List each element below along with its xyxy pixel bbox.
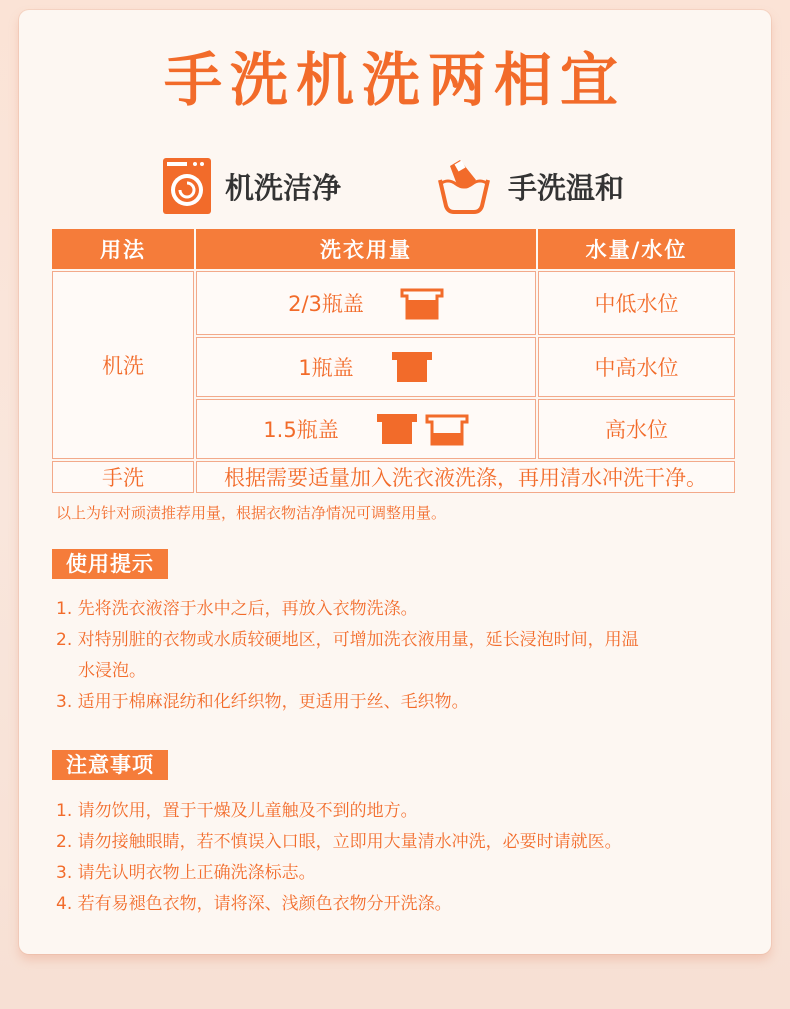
list-item: 1. 请勿饮用，置于干燥及儿童触及不到的地方。 <box>56 801 418 821</box>
header-dosage: 洗衣用量 <box>196 229 536 269</box>
half-cap-icon <box>425 412 469 446</box>
hand-wash-cell: 手洗 <box>52 461 194 493</box>
hand-wash-icon <box>436 158 492 214</box>
hand-wash-instruction: 根据需要适量加入洗衣液洗涤，再用清水冲洗干净。 <box>196 461 735 493</box>
dose-cell <box>196 337 536 397</box>
header-water-level: 水量/水位 <box>538 229 735 269</box>
dose-cell <box>196 271 536 335</box>
dose-label: 2/3瓶盖 <box>288 292 364 316</box>
machine-wash-label: 机洗洁净 <box>225 170 342 205</box>
list-item: 1. 先将洗衣液溶于水中之后，再放入衣物洗涤。 <box>56 599 418 619</box>
page-title: 手洗机洗两相宜 <box>163 46 626 114</box>
table-header-row <box>52 229 735 269</box>
water-level-cell: 中低水位 <box>538 271 735 335</box>
full-cap-icon <box>390 350 434 384</box>
usage-tips-heading: 使用提示 <box>52 549 168 579</box>
cautions-list <box>56 796 622 920</box>
usage-tips-list <box>56 594 639 718</box>
list-item: 4. 若有易褪色衣物，请将深、浅颜色衣物分开洗涤。 <box>56 894 452 914</box>
list-item: 3. 请先认明衣物上正确洗涤标志。 <box>56 863 316 883</box>
dose-cell <box>196 399 536 459</box>
dose-label: 1.5瓶盖 <box>263 418 339 442</box>
dosage-note: 以上为针对顽渍推荐用量，根据衣物洁净情况可调整用量。 <box>56 504 447 522</box>
header-usage: 用法 <box>52 229 194 269</box>
cautions-heading: 注意事项 <box>52 750 168 780</box>
machine-wash-cell: 机洗 <box>52 271 194 459</box>
list-item: 2. 对特别脏的衣物或水质较硬地区，可增加洗衣液用量，延长浸泡时间，用温 <box>56 630 639 650</box>
hand-wash-label: 手洗温和 <box>508 170 625 205</box>
water-level-cell: 高水位 <box>538 399 735 459</box>
table-row <box>52 461 735 493</box>
list-item: 3. 适用于棉麻混纺和化纤织物，更适用于丝、毛织物。 <box>56 692 469 712</box>
dose-label: 1瓶盖 <box>298 356 354 380</box>
washing-machine-icon <box>163 158 211 214</box>
water-level-cell: 中高水位 <box>538 337 735 397</box>
list-item: 水浸泡。 <box>78 661 146 681</box>
machine-wash-mode <box>163 160 341 212</box>
hand-wash-mode <box>436 160 624 212</box>
usage-table <box>50 227 737 495</box>
table-row <box>52 271 735 335</box>
full-cap-icon <box>375 412 419 446</box>
two-thirds-cap-icon <box>400 286 444 320</box>
list-item: 2. 请勿接触眼睛，若不慎误入口眼，立即用大量清水冲洗，必要时请就医。 <box>56 832 622 852</box>
